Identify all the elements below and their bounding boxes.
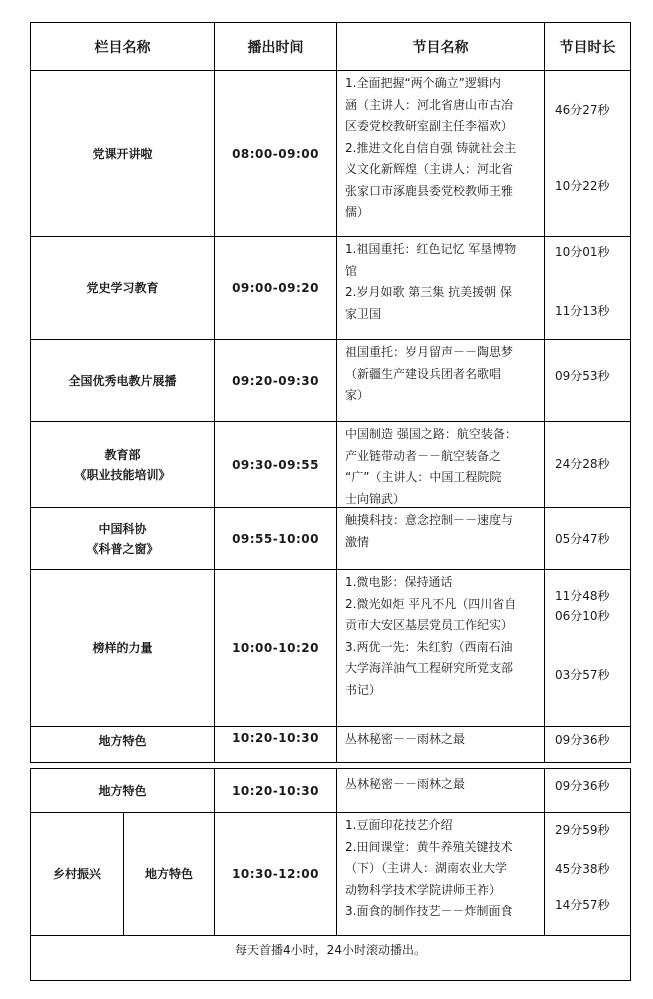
program-line: （新疆生产建设兵团者名歌唱 [345, 366, 502, 381]
row-time: 09:00-09:20 [215, 237, 337, 340]
row-programs [337, 508, 545, 570]
program-line: 贡市大安区基层党员工作纪实） [345, 618, 514, 632]
duration-value: 29分59秒 [555, 823, 610, 837]
row-sub-column-name: 地方特色 [124, 813, 215, 936]
program-line: 丛林秘密－－雨林之最 [345, 777, 466, 791]
row-column-name: 党课开讲啦 [31, 71, 215, 237]
program-line: 1.微电影：保持通话 [345, 575, 453, 589]
row-column-name: 榜样的力量 [31, 570, 215, 727]
column-name-line: 《科普之窗》 [86, 541, 159, 556]
row-durations [545, 237, 630, 340]
program-line: 3.面食的制作技艺－－炸制面食 [345, 904, 513, 918]
row-durations [545, 813, 630, 936]
row-programs [337, 813, 545, 936]
program-line: 产业链带动者－－航空装备之 [345, 448, 502, 463]
program-line: 2.岁月如歌 第三集 抗美援朝 保 [345, 285, 512, 299]
row-time: 10:00-10:20 [215, 570, 337, 727]
program-line: 馆 [345, 263, 358, 278]
row-time: 10:20-10:30 [215, 769, 337, 813]
row-column-name: 地方特色 [31, 769, 215, 813]
row-programs [337, 769, 545, 813]
duration-value: 24分28秒 [555, 457, 610, 471]
duration-value: 45分38秒 [555, 862, 610, 876]
duration-value: 11分13秒 [555, 304, 610, 318]
row-column-name [31, 422, 215, 508]
row-column-name: 地方特色 [31, 727, 215, 762]
program-line: 士向锦武） [345, 491, 406, 506]
duration-value: 06分10秒 [555, 609, 610, 623]
program-line: 2.微光如炬 平凡不凡（四川省自 [345, 596, 517, 611]
program-line: 家） [345, 388, 370, 402]
duration-value: 09分53秒 [555, 369, 610, 383]
program-line: 激情 [345, 534, 370, 549]
row-column-name: 全国优秀电教片展播 [31, 340, 215, 422]
footer-note: 每天首播4小时，24小时滚动播出。 [235, 943, 426, 957]
duration-value: 10分01秒 [555, 245, 610, 259]
row-time: 08:00-09:00 [215, 71, 337, 237]
column-name-line: 《职业技能培训》 [74, 467, 171, 482]
program-line: 中国制造 强国之路：航空装备： [345, 427, 517, 441]
program-line: 祖国重托：岁月留声－－陶思梦 [345, 345, 514, 359]
duration-value: 14分57秒 [555, 898, 610, 912]
program-line: 1.祖国重托：红色记忆 军垦博物 [345, 242, 517, 256]
program-line: “广”（主讲人：中国工程院院 [345, 470, 502, 484]
duration-value: 11分48秒 [555, 589, 610, 603]
row-programs [337, 422, 545, 508]
row-programs [337, 71, 545, 237]
duration-value: 46分27秒 [555, 103, 610, 117]
row-programs [337, 727, 545, 762]
row-durations [545, 71, 630, 237]
schedule-table-lower [30, 768, 631, 981]
row-durations [545, 422, 630, 508]
program-line: （下）（主讲人：湖南农业大学 [345, 861, 508, 875]
duration-value: 09分36秒 [555, 779, 610, 793]
duration-value: 09分36秒 [555, 733, 610, 747]
row-time: 09:20-09:30 [215, 340, 337, 422]
program-line: 2.推进文化自信自强 铸就社会主 [345, 140, 517, 155]
row-time: 10:20-10:30 [215, 727, 337, 762]
row-time: 09:30-09:55 [215, 422, 337, 508]
row-column-name: 党史学习教育 [31, 237, 215, 340]
program-line: 大学海洋油气工程研究所党支部 [345, 661, 514, 675]
row-programs [337, 570, 545, 727]
row-durations [545, 340, 630, 422]
program-line: 书记） [345, 682, 382, 697]
row-time: 09:55-10:00 [215, 508, 337, 570]
header-program-name: 节目名称 [337, 23, 545, 71]
program-line: 触摸科技：意念控制－－速度与 [345, 513, 514, 527]
row-programs [337, 237, 545, 340]
row-time: 10:30-12:00 [215, 813, 337, 936]
program-line: 1.全面把握“两个确立”逻辑内 [345, 76, 501, 90]
row-programs [337, 340, 545, 422]
row-column-name [31, 508, 215, 570]
program-line: 义文化新辉煌（主讲人：河北省 [345, 162, 514, 176]
program-line: 3.两优一先：朱红豹（西南石油 [345, 639, 513, 654]
row-durations [545, 508, 630, 570]
program-line: 家卫国 [345, 306, 382, 321]
duration-value: 05分47秒 [555, 532, 610, 546]
program-line: 1.豆面印花技艺介绍 [345, 818, 453, 832]
column-name-line: 中国科协 [98, 521, 147, 536]
duration-value: 10分22秒 [555, 179, 610, 193]
program-line: 丛林秘密－－雨林之最 [345, 732, 466, 746]
program-line: 涵（主讲人：河北省唐山市古冶 [345, 97, 514, 112]
header-duration: 节目时长 [545, 23, 630, 71]
row-durations [545, 570, 630, 727]
schedule-table-upper [30, 22, 631, 763]
program-line: 儒） [345, 205, 370, 219]
row-column-name: 乡村振兴 [31, 813, 124, 936]
program-line: 动物科学技术学院讲师王祚） [345, 882, 502, 897]
program-line: 区委党校教研室副主任李福欢） [345, 119, 514, 133]
header-broadcast-time: 播出时间 [215, 23, 337, 71]
program-line: 张家口市涿鹿县委党校教师王雅 [345, 183, 514, 198]
program-line: 2.田间课堂：黄牛养殖关键技术 [345, 839, 513, 854]
column-name-line: 教育部 [104, 447, 141, 462]
duration-value: 03分57秒 [555, 668, 610, 682]
header-column-name: 栏目名称 [31, 23, 215, 71]
row-durations [545, 769, 630, 813]
row-durations [545, 727, 630, 762]
